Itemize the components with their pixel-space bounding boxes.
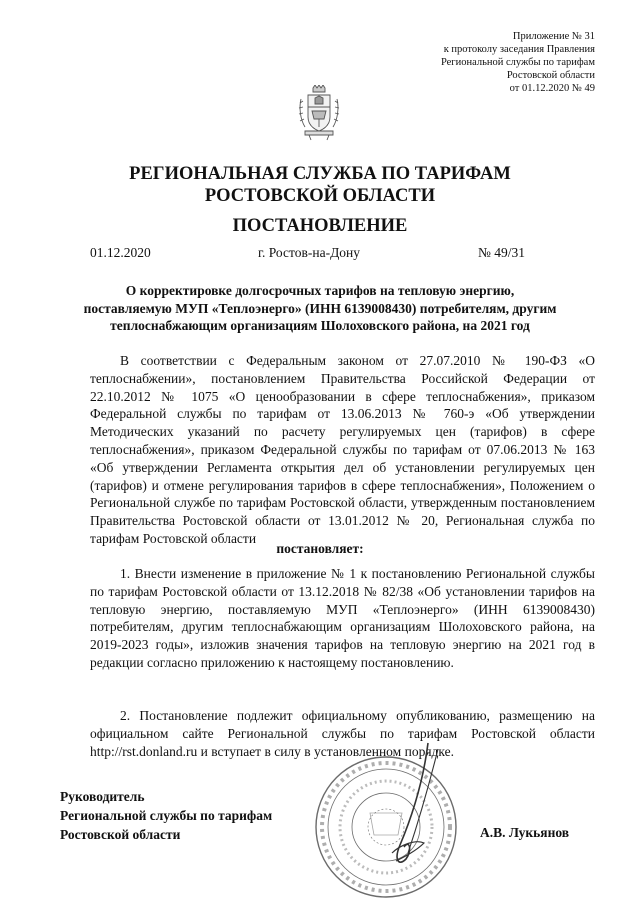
organization-title: [0, 163, 640, 207]
signatory-line-1: Руководитель: [60, 789, 145, 804]
official-seal-with-signature-icon: [300, 735, 480, 905]
appendix-line-5: от 01.12.2020 № 49: [509, 83, 595, 94]
document-subject: [60, 282, 580, 335]
appendix-line-4: Ростовской области: [506, 70, 595, 81]
document-date: 01.12.2020: [90, 245, 151, 260]
signatory-line-2: Региональной службы по тарифам: [60, 808, 273, 823]
subject-line-3: теплоснабжающим организациям Шолоховского района, на 2021 год: [110, 318, 530, 333]
document-type: ПОСТАНОВЛЕНИЕ: [232, 216, 408, 236]
rostov-coat-of-arms-icon: [297, 85, 341, 141]
document-number: № 49/31: [478, 245, 526, 260]
appendix-line-3: Региональной службы по тарифам: [440, 57, 595, 68]
resolution-heading: постановляет:: [276, 541, 364, 556]
clause-2-paragraph: 2. Постановление подлежит официальному опубликованию, размещению на официальном сайте Региональной службы по тарифам Ростовской области http://rst.donland.ru и вступает в силу в установленном порядке.: [90, 708, 595, 759]
document-city: г. Ростов-на-Дону: [258, 245, 361, 260]
signatory-name: А.В. Лукьянов: [480, 825, 570, 840]
appendix-note: [441, 30, 595, 95]
organization-line-1: РЕГИОНАЛЬНАЯ СЛУЖБА ПО ТАРИФАМ: [129, 164, 511, 184]
organization-line-2: РОСТОВСКОЙ ОБЛАСТИ: [204, 186, 436, 206]
appendix-line-1: Приложение № 31: [512, 31, 595, 42]
subject-line-1: О корректировке долгосрочных тарифов на тепловую энергию,: [125, 283, 515, 298]
signatory-position: [60, 787, 272, 844]
preamble-paragraph: В соответствии с Федеральным законом от 27.07.2010 № 190-ФЗ «О теплоснабжении», постановлением Правительства Российской Федерации от 22.10.2012 № 1075 «О ценообразовании в сфере теплоснабжения», приказом Федеральной службы по тарифам от 13.06.2013 № 760-э «Об утверждении Методических указаний по расчету регулируемых цен (тарифов) в сфере теплоснабжения», приказом Федеральной службы по тарифам от 07.06.2013 № 163 «Об утверждении Регламента открытия дел об установлении регулируемых цен (тарифов) и отмене регулирования тарифов в сфере теплоснабжения», Положением о Региональной службе по тарифам Ростовской области, утвержденным постановлением Правительства Ростовской области от 13.01.2012 № 20, Региональная служба по тарифам Ростовской области: [90, 353, 595, 546]
appendix-line-2: к протоколу заседания Правления: [443, 44, 595, 55]
clause-1-paragraph: 1. Внести изменение в приложение № 1 к постановлению Региональной службы по тарифам Ростовской области от 13.12.2018 № 82/38 «Об установлении тарифов на тепловую энергию, поставляемую МУП «Теплоэнерго» (ИНН 6139008430) потребителям, другим теплоснабжающим организациям Шолоховского района, на 2019-2023 годы», изложив значения тарифов на тепловую энергию на 2021 год в редакции согласно приложению к настоящему постановлению.: [90, 566, 595, 670]
subject-line-2: поставляемую МУП «Теплоэнерго» (ИНН 6139008430) потребителям, другим: [83, 300, 557, 316]
signatory-line-3: Ростовской области: [60, 827, 181, 842]
